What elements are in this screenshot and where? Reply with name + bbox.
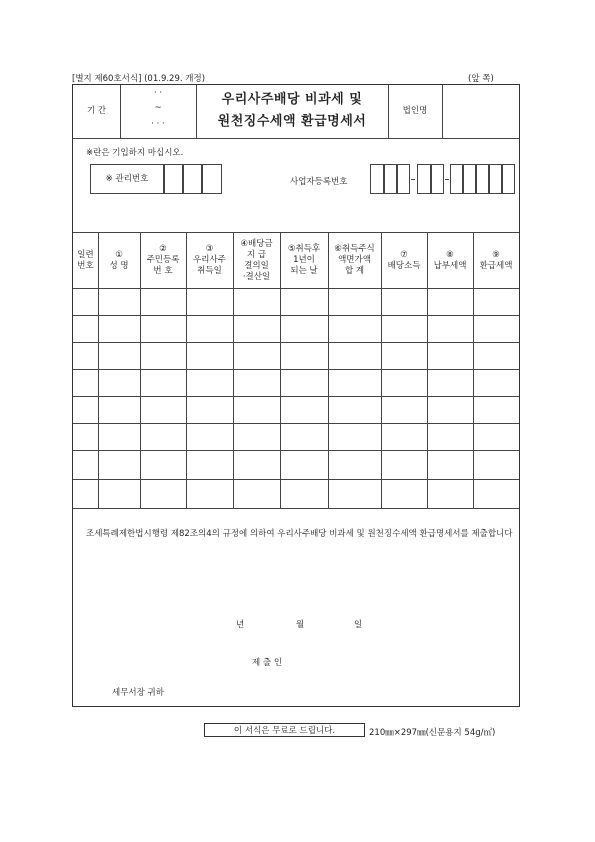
mgmt-no-digit[interactable] — [183, 164, 202, 194]
biz-reg-no-digit[interactable] — [489, 164, 502, 194]
date-year-label: 년 — [236, 620, 245, 630]
biz-reg-no-digit[interactable] — [384, 164, 397, 194]
col-header-name: ① 성 명 — [109, 249, 129, 271]
period-start-dots: · · — [153, 87, 163, 98]
form-reference: [별지 제60호서식] (01.9.29. 개정) — [72, 74, 206, 84]
divider — [73, 138, 519, 139]
page-side-label: (앞 쪽) — [468, 74, 494, 84]
col-header-face-value: ⑥취득주식 액면가액 합 계 — [334, 244, 375, 276]
col-header-serial: 일련 번호 — [77, 249, 94, 271]
biz-reg-no-label: 사업자등록번호 — [290, 177, 348, 187]
table-row-line — [73, 450, 519, 451]
date-month-label: 월 — [296, 620, 305, 630]
recipient-label: 세무서장 귀하 — [112, 688, 164, 698]
period-tilde: ~ — [154, 102, 162, 113]
period-end-dots: · · · — [151, 118, 165, 129]
corp-name-label: 법인명 — [402, 106, 428, 116]
date-day-label: 일 — [354, 620, 363, 630]
separator-dash — [411, 179, 415, 180]
col-header-resolution-date: ④배당금 지 급 결의일 ·결산일 — [240, 238, 273, 282]
biz-reg-no-digit[interactable] — [450, 164, 463, 194]
separator-dash — [445, 179, 449, 180]
col-header-one-year-date: ⑤취득후 1년이 되는 날 — [287, 244, 321, 276]
table-row-line — [73, 369, 519, 370]
period-label: 기 간 — [86, 106, 107, 116]
mgmt-no-label: ※ 관리번호 — [105, 173, 149, 184]
table-bottom-line — [73, 508, 519, 509]
biz-reg-no-digit[interactable] — [463, 164, 476, 194]
col-header-acquire-date: ③ 우리사주 취득일 — [193, 244, 226, 276]
table-row-line — [73, 479, 519, 480]
form-title-line1: 우리사주배당 비과세 및 — [221, 92, 363, 107]
table-row-line — [73, 288, 519, 289]
biz-reg-no-digit[interactable] — [502, 164, 515, 194]
mgmt-no-digit[interactable] — [202, 164, 222, 194]
col-header-tax-paid: ⑧ 납부세액 — [433, 249, 467, 271]
mgmt-no-digit[interactable] — [164, 164, 183, 194]
biz-reg-no-digit[interactable] — [397, 164, 410, 194]
table-row-line — [73, 423, 519, 424]
paper-spec: 210㎜×297㎜(신문용지 54g/㎡) — [369, 728, 496, 738]
biz-reg-no-digit[interactable] — [417, 164, 431, 194]
biz-reg-no-digit[interactable] — [370, 164, 384, 194]
mgmt-no-label-box — [90, 164, 164, 194]
col-header-dividend-income: ⑦ 배당소득 — [387, 249, 421, 271]
biz-reg-no-digit[interactable] — [476, 164, 489, 194]
free-form-notice: 이 서식은 무료로 드립니다. — [204, 723, 365, 737]
notice-text: ※란은 기입하지 마십시오. — [86, 148, 184, 158]
declaration-text: 조세특례제한법시행령 제82조의4의 규정에 의하여 우리사주배당 비과세 및 원천징수세액 환급명세서를 제출합니다 — [86, 529, 513, 539]
form-title-line2: 원천징수세액 환급명세서 — [217, 114, 367, 129]
table-row-line — [73, 396, 519, 397]
biz-reg-no-digit[interactable] — [431, 164, 444, 194]
submitter-label: 제 출 인 — [252, 658, 283, 668]
col-header-resident-no: ② 주민등록 번 호 — [146, 244, 180, 276]
corp-name-field[interactable] — [443, 86, 519, 137]
table-row-line — [73, 315, 519, 316]
col-header-refund: ⑨ 환급세액 — [479, 249, 513, 271]
table-row-line — [73, 342, 519, 343]
